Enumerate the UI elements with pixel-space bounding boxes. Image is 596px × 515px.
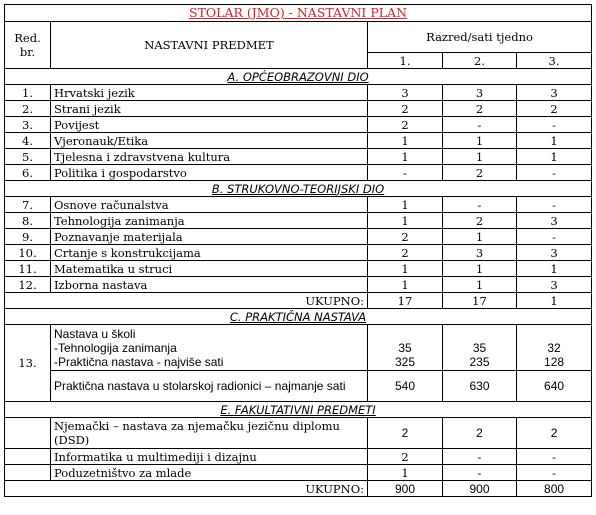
section-c-workshop: Praktična nastava u stolarskoj radionici – najmanje sati xyxy=(51,371,368,402)
subject-name: Strani jezik xyxy=(51,101,368,117)
workshop-3: 640 xyxy=(517,371,592,402)
section-b-body xyxy=(5,197,592,293)
section-e-3-v3: - xyxy=(517,465,592,481)
hours-year-3: 1 xyxy=(517,133,592,149)
curriculum-table xyxy=(4,4,592,497)
section-e-name-2: Informatika u multimediji i dizajnu xyxy=(51,449,368,465)
section-e-3-v2: - xyxy=(443,465,517,481)
section-e-title-row xyxy=(5,402,592,418)
section-a-title-row xyxy=(5,69,592,85)
table-row xyxy=(5,133,592,149)
subject-name: Matematika u struci xyxy=(51,261,368,277)
hours-year-2: - xyxy=(443,117,517,133)
hours-year-1: 2 xyxy=(368,245,443,261)
curriculum-sheet xyxy=(4,4,592,497)
section-a-title-text: A. OPĆEOBRAZOVNI DIO xyxy=(227,69,369,84)
section-e-title-text: E. FAKULTATIVNI PREDMETI xyxy=(220,402,376,417)
section-e-no-empty xyxy=(5,449,51,465)
hours-year-1: - xyxy=(368,165,443,181)
hours-year-3: 3 xyxy=(517,85,592,101)
table-row xyxy=(5,261,592,277)
year-3: 3. xyxy=(517,53,592,69)
section-a-title xyxy=(5,69,592,85)
hours-year-2: 3 xyxy=(443,245,517,261)
hours-year-3: - xyxy=(517,165,592,181)
row-number: 10. xyxy=(5,245,51,261)
hours-year-2: 1 xyxy=(443,261,517,277)
school-cell-2 xyxy=(443,325,517,371)
section-e-row-2 xyxy=(5,449,592,465)
header-row xyxy=(5,22,592,53)
hours-year-2: - xyxy=(443,197,517,213)
section-e-2-v3: - xyxy=(517,449,592,465)
subject-name: Vjeronauk/Etika xyxy=(51,133,368,149)
section-e-3-v1: 1 xyxy=(368,465,443,481)
hours-year-2: 1 xyxy=(443,149,517,165)
section-e-row-1 xyxy=(5,418,592,449)
hours-year-3: 1 xyxy=(517,149,592,165)
section-b-total-2: 17 xyxy=(443,293,517,309)
school-a-1: 35 xyxy=(398,341,412,355)
hours-year-1: 2 xyxy=(368,101,443,117)
hours-year-1: 1 xyxy=(368,197,443,213)
subject-name: Osnove računalstva xyxy=(51,197,368,213)
row-number: 12. xyxy=(5,277,51,293)
section-e-name-3: Poduzetništvo za mlade xyxy=(51,465,368,481)
section-e-1-v1: 2 xyxy=(368,418,443,449)
hours-year-2: 1 xyxy=(443,229,517,245)
row-number: 6. xyxy=(5,165,51,181)
school-a-3: 32 xyxy=(547,341,561,355)
section-b-title-row xyxy=(5,181,592,197)
school-cell-1 xyxy=(368,325,443,371)
title-row xyxy=(5,5,592,22)
section-c-title-text: C. PRAKTIČNA NASTAVA xyxy=(229,309,367,324)
hours-year-1: 2 xyxy=(368,229,443,245)
row-number: 1. xyxy=(5,85,51,101)
section-e-no-empty xyxy=(5,418,51,449)
hours-year-1: 3 xyxy=(368,85,443,101)
table-row xyxy=(5,197,592,213)
section-e-name-1: Njemački – nastava za njemačku jezičnu diplomu (DSD) xyxy=(51,418,368,449)
hours-year-3: 2 xyxy=(517,101,592,117)
school-line-3: -Praktična nastava - najviše sati xyxy=(54,354,224,369)
section-e-total-3: 800 xyxy=(517,481,592,497)
school-line-2: -Tehnologija zanimanja xyxy=(54,340,177,355)
row-number: 8. xyxy=(5,213,51,229)
section-e-1-v2: 2 xyxy=(443,418,517,449)
hours-year-1: 1 xyxy=(368,213,443,229)
row-number: 2. xyxy=(5,101,51,117)
subject-name: Tjelesna i zdravstvena kultura xyxy=(51,149,368,165)
hours-year-1: 1 xyxy=(368,277,443,293)
hours-year-1: 1 xyxy=(368,149,443,165)
school-cell-3 xyxy=(517,325,592,371)
hours-year-1: 2 xyxy=(368,117,443,133)
school-line-1: Nastava u školi xyxy=(54,326,136,341)
table-row xyxy=(5,277,592,293)
section-e-2-v2: - xyxy=(443,449,517,465)
hours-year-2: 2 xyxy=(443,213,517,229)
subject-name: Tehnologija zanimanja xyxy=(51,213,368,229)
hours-year-2: 1 xyxy=(443,277,517,293)
subject-name: Povijest xyxy=(51,117,368,133)
section-a-body xyxy=(5,85,592,181)
section-e-title xyxy=(5,402,592,418)
header-red-br: Red. br. xyxy=(5,22,51,69)
hours-year-3: - xyxy=(517,197,592,213)
hours-year-3: 3 xyxy=(517,245,592,261)
hours-year-3: 3 xyxy=(517,277,592,293)
subject-name: Politika i gospodarstvo xyxy=(51,165,368,181)
section-e-total-1: 900 xyxy=(368,481,443,497)
workshop-1: 540 xyxy=(368,371,443,402)
row-number: 11. xyxy=(5,261,51,277)
section-c-title xyxy=(5,309,592,325)
section-e-1-v3: 2 xyxy=(517,418,592,449)
section-b-total-row xyxy=(5,293,592,309)
hours-year-2: 2 xyxy=(443,165,517,181)
year-2: 2. xyxy=(443,53,517,69)
section-c-title-row xyxy=(5,309,592,325)
header-razred: Razred/sati tjedno xyxy=(368,22,592,53)
section-c-school-row xyxy=(5,325,592,371)
table-row xyxy=(5,245,592,261)
subject-name: Poznavanje materijala xyxy=(51,229,368,245)
section-e-total-label: UKUPNO: xyxy=(5,481,368,497)
hours-year-1: 1 xyxy=(368,133,443,149)
section-e-2-v1: 2 xyxy=(368,449,443,465)
hours-year-2: 2 xyxy=(443,101,517,117)
table-row xyxy=(5,229,592,245)
row-number: 3. xyxy=(5,117,51,133)
hours-year-3: 3 xyxy=(517,213,592,229)
subject-name: Hrvatski jezik xyxy=(51,85,368,101)
section-c-no: 13. xyxy=(5,325,51,402)
section-b-title-text: B. STRUKOVNO-TEORIJSKI DIO xyxy=(211,181,385,196)
hours-year-2: 3 xyxy=(443,85,517,101)
school-b-3: 128 xyxy=(544,355,565,369)
section-b-title xyxy=(5,181,592,197)
school-b-2: 235 xyxy=(469,355,490,369)
school-a-2: 35 xyxy=(472,341,487,355)
header-predmet: NASTAVNI PREDMET xyxy=(51,22,368,69)
hours-year-1: 1 xyxy=(368,261,443,277)
section-b-total-1: 17 xyxy=(368,293,443,309)
school-b-1: 325 xyxy=(394,355,416,369)
table-row xyxy=(5,117,592,133)
row-number: 4. xyxy=(5,133,51,149)
section-e-total-row xyxy=(5,481,592,497)
hours-year-3: 1 xyxy=(517,261,592,277)
page-title: STOLAR (JMO) - NASTAVNI PLAN xyxy=(5,5,592,22)
section-c-school xyxy=(51,325,368,371)
section-b-total-label: UKUPNO: xyxy=(5,293,368,309)
subject-name: Izborna nastava xyxy=(51,277,368,293)
table-row xyxy=(5,213,592,229)
hours-year-3: - xyxy=(517,117,592,133)
year-1: 1. xyxy=(368,53,443,69)
subject-name: Crtanje s konstrukcijama xyxy=(51,245,368,261)
row-number: 5. xyxy=(5,149,51,165)
section-e-total-2: 900 xyxy=(443,481,517,497)
section-b-total-3: 1 xyxy=(517,293,592,309)
section-e-row-3 xyxy=(5,465,592,481)
section-c-workshop-row xyxy=(5,371,592,402)
hours-year-2: 1 xyxy=(443,133,517,149)
table-row xyxy=(5,149,592,165)
row-number: 7. xyxy=(5,197,51,213)
table-row xyxy=(5,101,592,117)
hours-year-3: - xyxy=(517,229,592,245)
section-e-no-empty xyxy=(5,465,51,481)
workshop-2: 630 xyxy=(443,371,517,402)
table-row xyxy=(5,165,592,181)
table-row xyxy=(5,85,592,101)
row-number: 9. xyxy=(5,229,51,245)
